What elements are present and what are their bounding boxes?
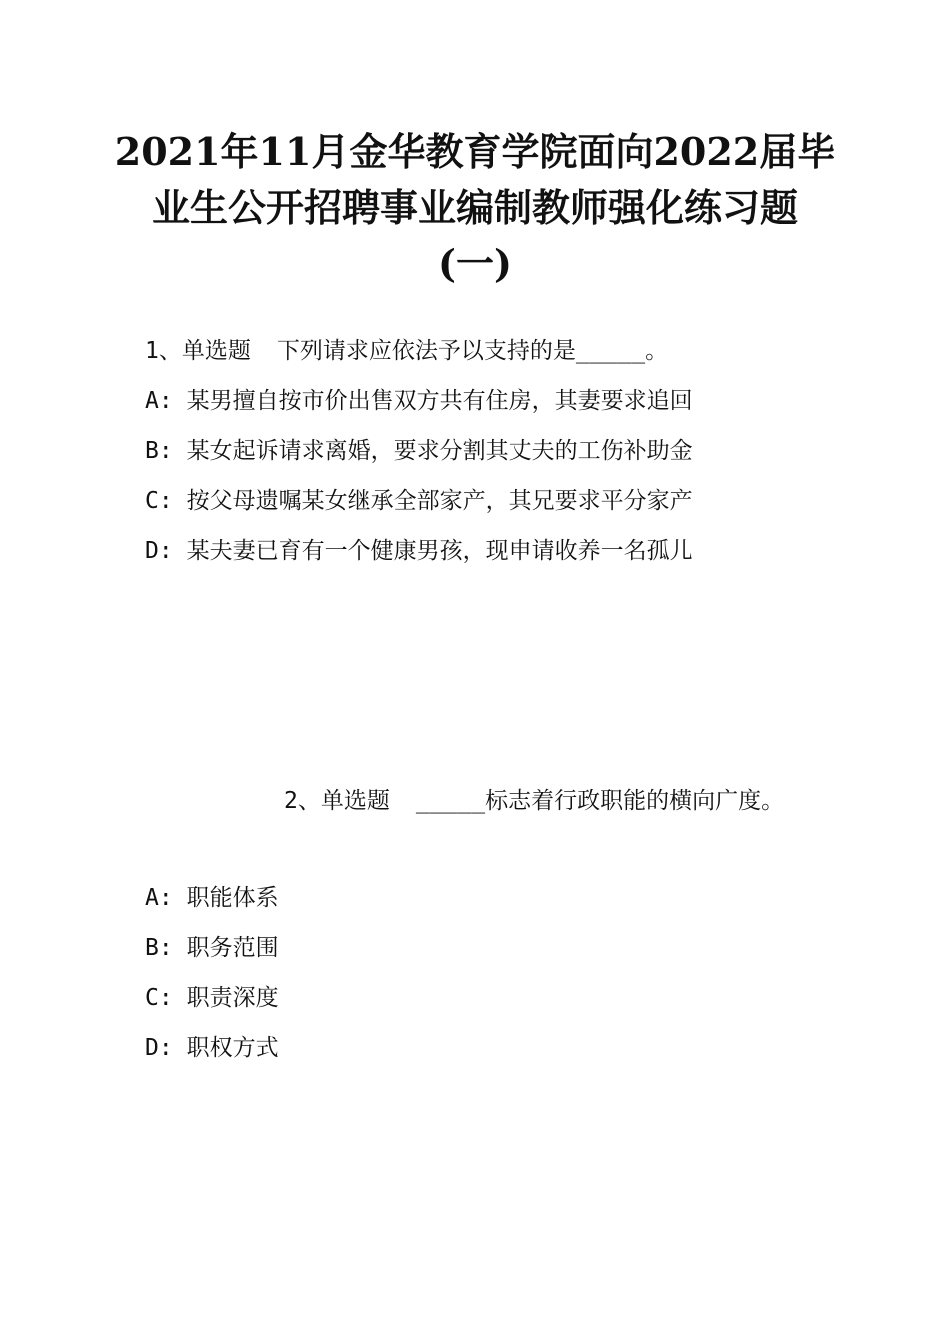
question-1-option-a — [145, 376, 693, 426]
question-1-option-b — [145, 426, 693, 476]
question-2 — [284, 776, 784, 826]
question-2-option-c — [145, 973, 279, 1023]
question-1-stem: 下列请求应依法予以支持的是_____。 — [276, 338, 669, 364]
option-text: 某男擅自按市价出售双方共有住房，其妻要求追回 — [186, 388, 693, 414]
question-2-option-b — [145, 923, 279, 973]
question-1-option-d — [145, 526, 693, 576]
question-2-stem-line — [284, 776, 784, 826]
option-key: D: — [145, 538, 173, 564]
question-2-options — [145, 873, 279, 1073]
document-title — [0, 124, 950, 292]
title-line-3: (一) — [438, 241, 512, 286]
question-1-number: 1、 — [145, 338, 182, 364]
option-text: 职权方式 — [186, 1035, 279, 1061]
question-2-type: 单选题 — [320, 788, 390, 814]
option-text: 职务范围 — [186, 935, 279, 961]
option-key: B: — [145, 935, 173, 961]
title-line-2: 业生公开招聘事业编制教师强化练习题 — [151, 185, 798, 230]
option-text: 职能体系 — [186, 885, 279, 911]
question-2-number: 2、 — [284, 788, 321, 814]
option-key: A: — [145, 388, 173, 414]
question-1 — [145, 326, 693, 576]
question-2-option-d — [145, 1023, 279, 1073]
option-key: D: — [145, 1035, 173, 1061]
question-1-stem-line — [145, 326, 693, 376]
question-2-stem: _____标志着行政职能的横向广度。 — [415, 788, 785, 814]
option-key: C: — [145, 985, 173, 1011]
option-key: A: — [145, 885, 173, 911]
question-1-type: 单选题 — [181, 338, 251, 364]
option-text: 某夫妻已育有一个健康男孩，现申请收养一名孤儿 — [186, 538, 693, 564]
option-text: 某女起诉请求离婚，要求分割其丈夫的工伤补助金 — [186, 438, 693, 464]
option-text: 按父母遗嘱某女继承全部家产，其兄要求平分家产 — [186, 488, 693, 514]
question-2-option-a — [145, 873, 279, 923]
title-line-1: 2021年11月金华教育学院面向2022届毕 — [114, 129, 836, 174]
question-1-option-c — [145, 476, 693, 526]
option-key: B: — [145, 438, 173, 464]
option-key: C: — [145, 488, 173, 514]
option-text: 职责深度 — [186, 985, 279, 1011]
